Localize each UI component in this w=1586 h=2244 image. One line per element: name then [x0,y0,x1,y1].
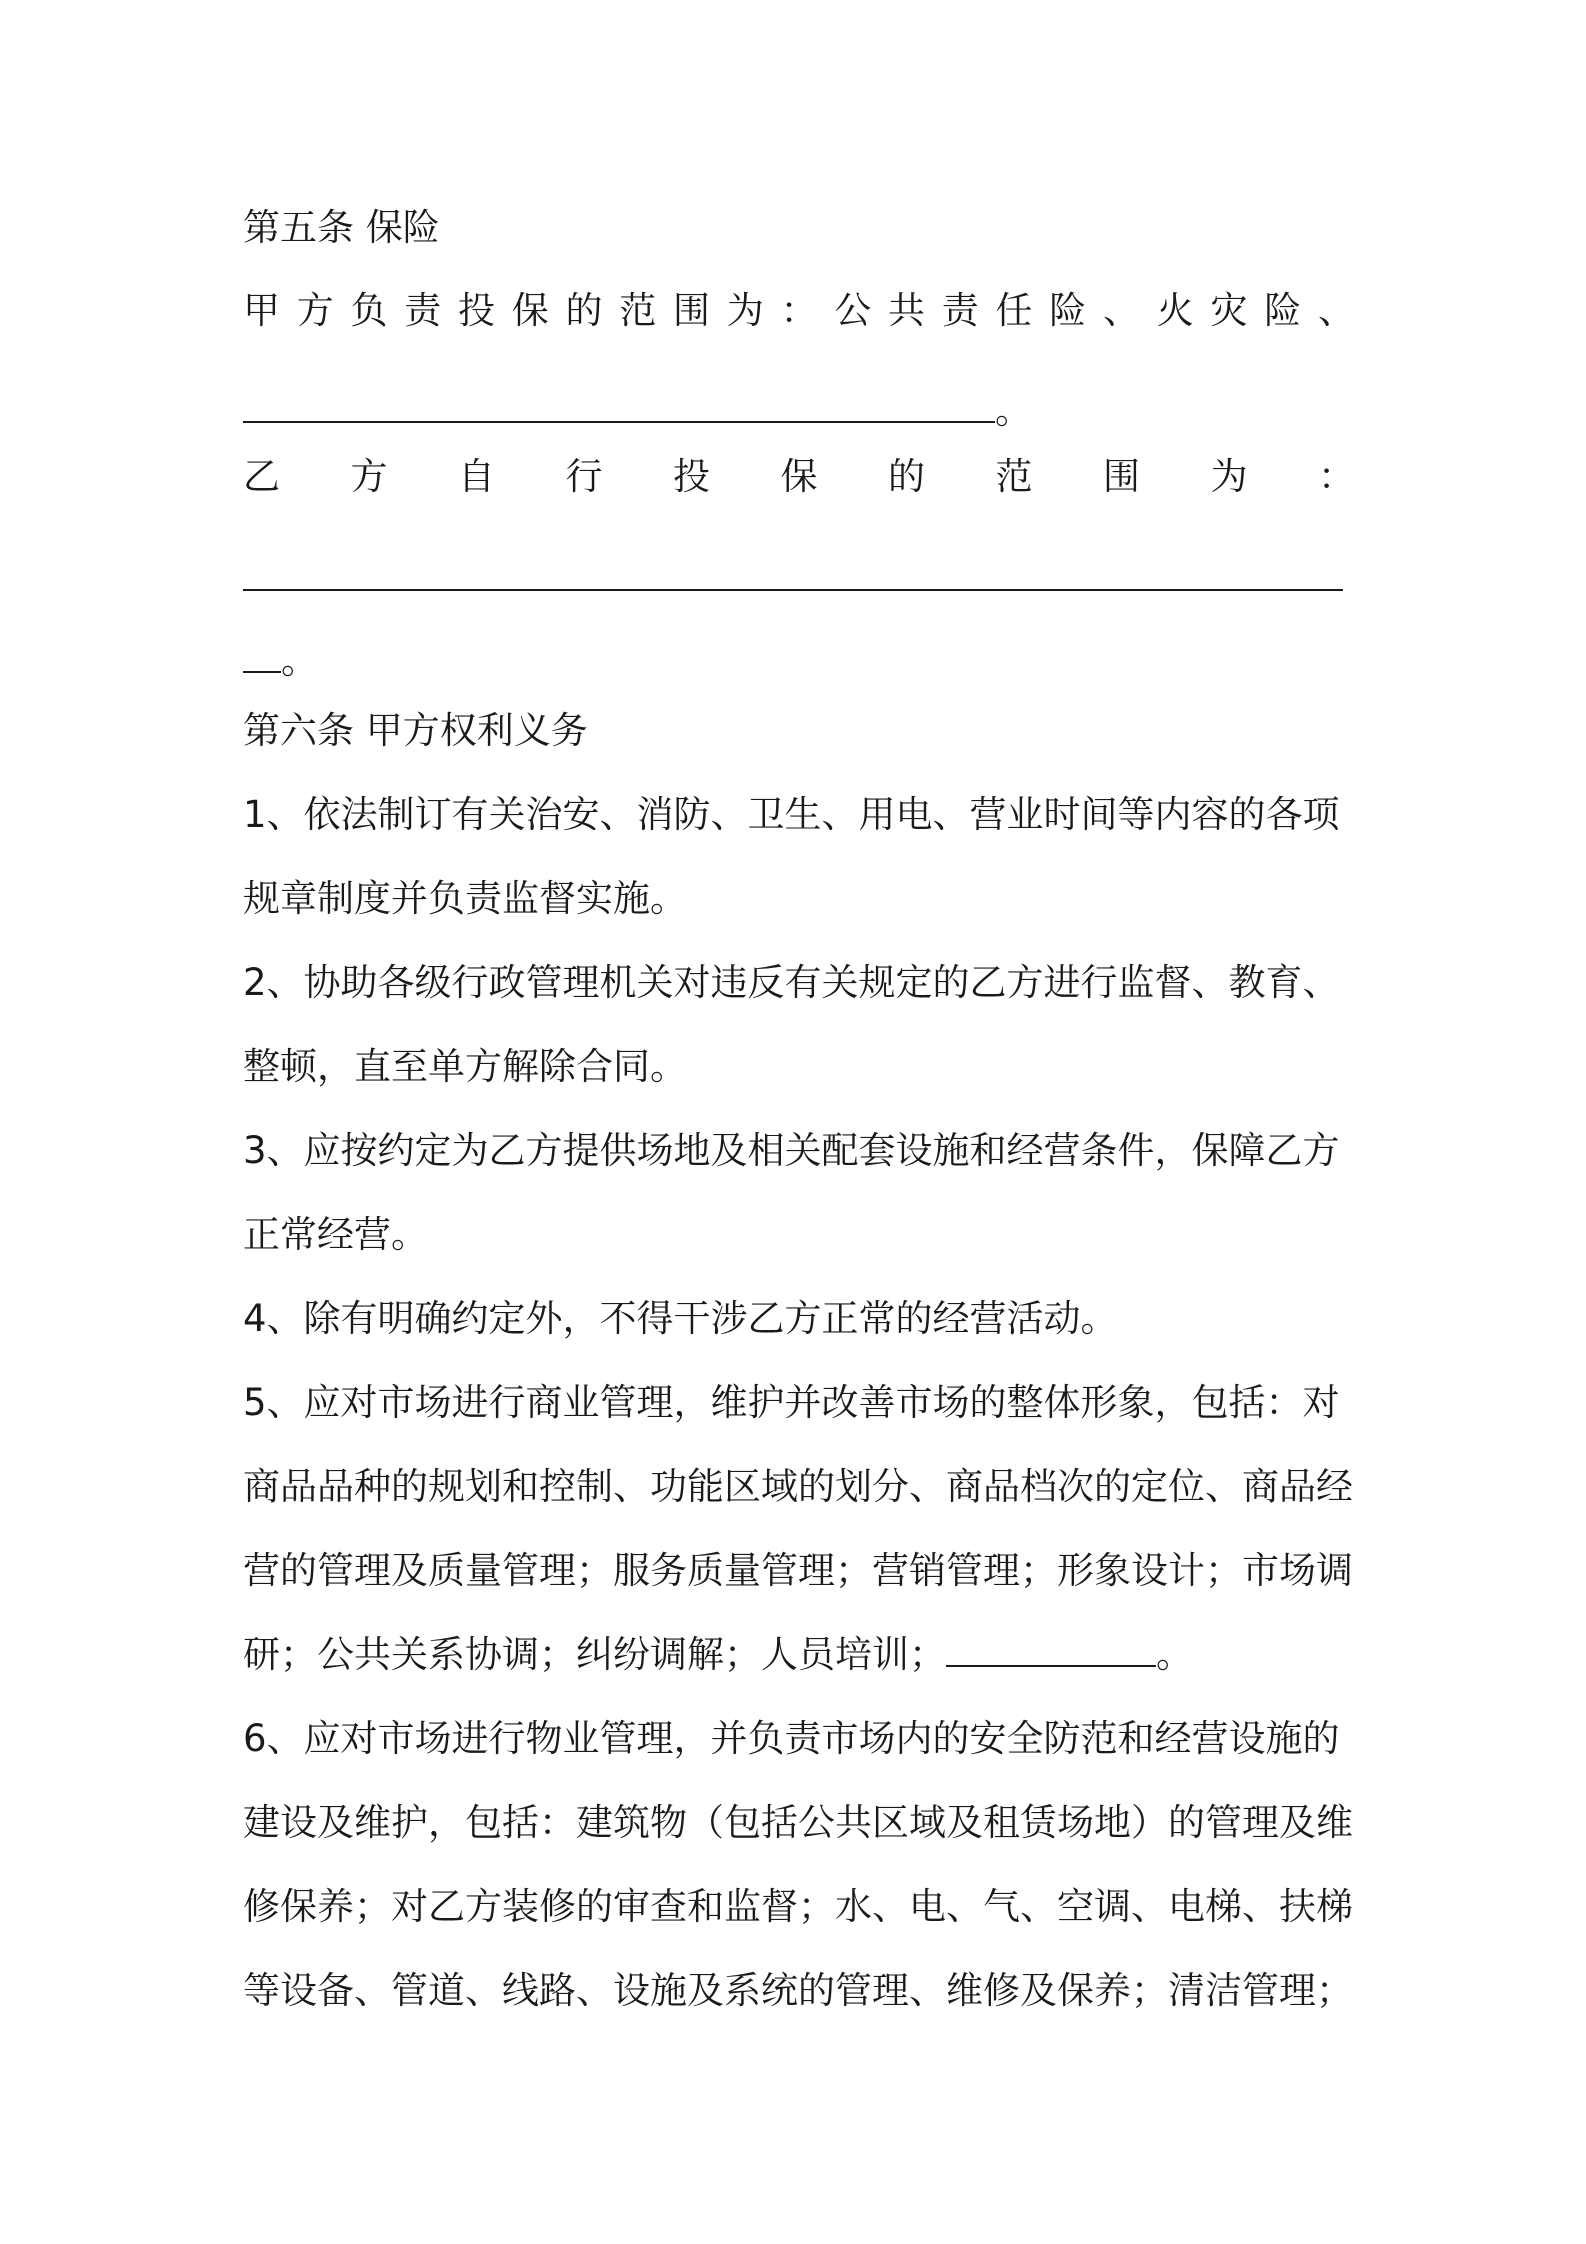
character: 围 [673,289,710,332]
paragraph-line: 6、应对市场进行物业管理，并负责市场内的安全防范和经营设施的 [243,1717,1340,1760]
character: 责 [941,289,979,332]
paragraph-line: 营的管理及质量管理；服务质量管理；营销管理；形象设计；市场调 [243,1549,1353,1592]
paragraph-line: 商品品种的规划和控制、功能区域的划分、商品档次的定位、商品经 [243,1465,1353,1508]
character: ： [780,289,818,332]
period: 。 [281,639,318,682]
character: 任 [995,289,1033,332]
character: 险 [1049,289,1087,332]
character: 方 [350,455,388,498]
character: 公 [834,289,872,332]
paragraph-line: 修保养；对乙方装修的审查和监督；水、电、气、空调、电梯、扶梯 [243,1885,1353,1928]
character: 灾 [1210,289,1248,332]
paragraph-line: 规章制度并负责监督实施。 [243,877,687,920]
party-a-blank-line [243,386,1355,436]
character: 的 [565,289,603,332]
character: 险 [1264,289,1302,332]
party-b-blank-line-end [243,636,1355,686]
character: 共 [888,289,925,332]
article-5-title: 第五条 保险 [243,206,440,249]
fill-in-blank[interactable] [243,559,1343,591]
article-6-title: 第六条 甲方权利义务 [243,709,588,752]
paragraph-line: 等设备、管道、线路、设施及系统的管理、维修及保养；清洁管理； [243,1969,1353,2012]
character: ： [1318,455,1355,498]
character: 、 [1318,289,1355,332]
character: 为 [1210,455,1248,498]
character: 乙 [243,455,280,498]
paragraph-line: 2、协助各级行政管理机关对违反有关规定的乙方进行监督、教育、 [243,961,1340,1004]
character: 甲 [243,289,280,332]
character: 负 [350,289,388,332]
party-b-blank-line [243,554,1355,604]
paragraph-line: 4、除有明确约定外，不得干涉乙方正常的经营活动。 [243,1297,1118,1340]
paragraph-line: 正常经营。 [243,1213,428,1256]
character: 保 [780,455,818,498]
character: 为 [726,289,764,332]
character: 范 [619,289,657,332]
paragraph-line: 1、依法制订有关治安、消防、卫生、用电、营业时间等内容的各项 [243,793,1340,836]
period: 。 [1156,1633,1193,1676]
character: 投 [458,289,495,332]
paragraph-line: 建设及维护，包括：建筑物（包括公共区域及租赁场地）的管理及维 [243,1801,1353,1844]
period: 。 [995,389,1032,432]
paragraph-line: 整顿，直至单方解除合同。 [243,1045,687,1088]
paragraph-text: 研；公共关系协调；纠纷调解；人员培训； [243,1633,946,1676]
party-a-insurance-scope [243,286,1355,336]
character: 火 [1156,289,1194,332]
character: 责 [404,289,442,332]
character: 方 [296,289,334,332]
fill-in-blank[interactable] [243,641,281,673]
character: 、 [1103,289,1140,332]
fill-in-blank[interactable] [946,1635,1156,1667]
party-b-insurance-scope [243,452,1355,502]
character: 行 [565,455,603,498]
character: 自 [458,455,495,498]
character: 投 [673,455,710,498]
paragraph-line: 5、应对市场进行商业管理，维护并改善市场的整体形象，包括：对 [243,1381,1340,1424]
paragraph-line-with-blank [243,1630,1355,1680]
character: 围 [1103,455,1140,498]
paragraph-line: 3、应按约定为乙方提供场地及相关配套设施和经营条件，保障乙方 [243,1129,1340,1172]
character: 的 [888,455,925,498]
fill-in-blank[interactable] [243,391,995,423]
character: 保 [511,289,549,332]
character: 范 [995,455,1033,498]
